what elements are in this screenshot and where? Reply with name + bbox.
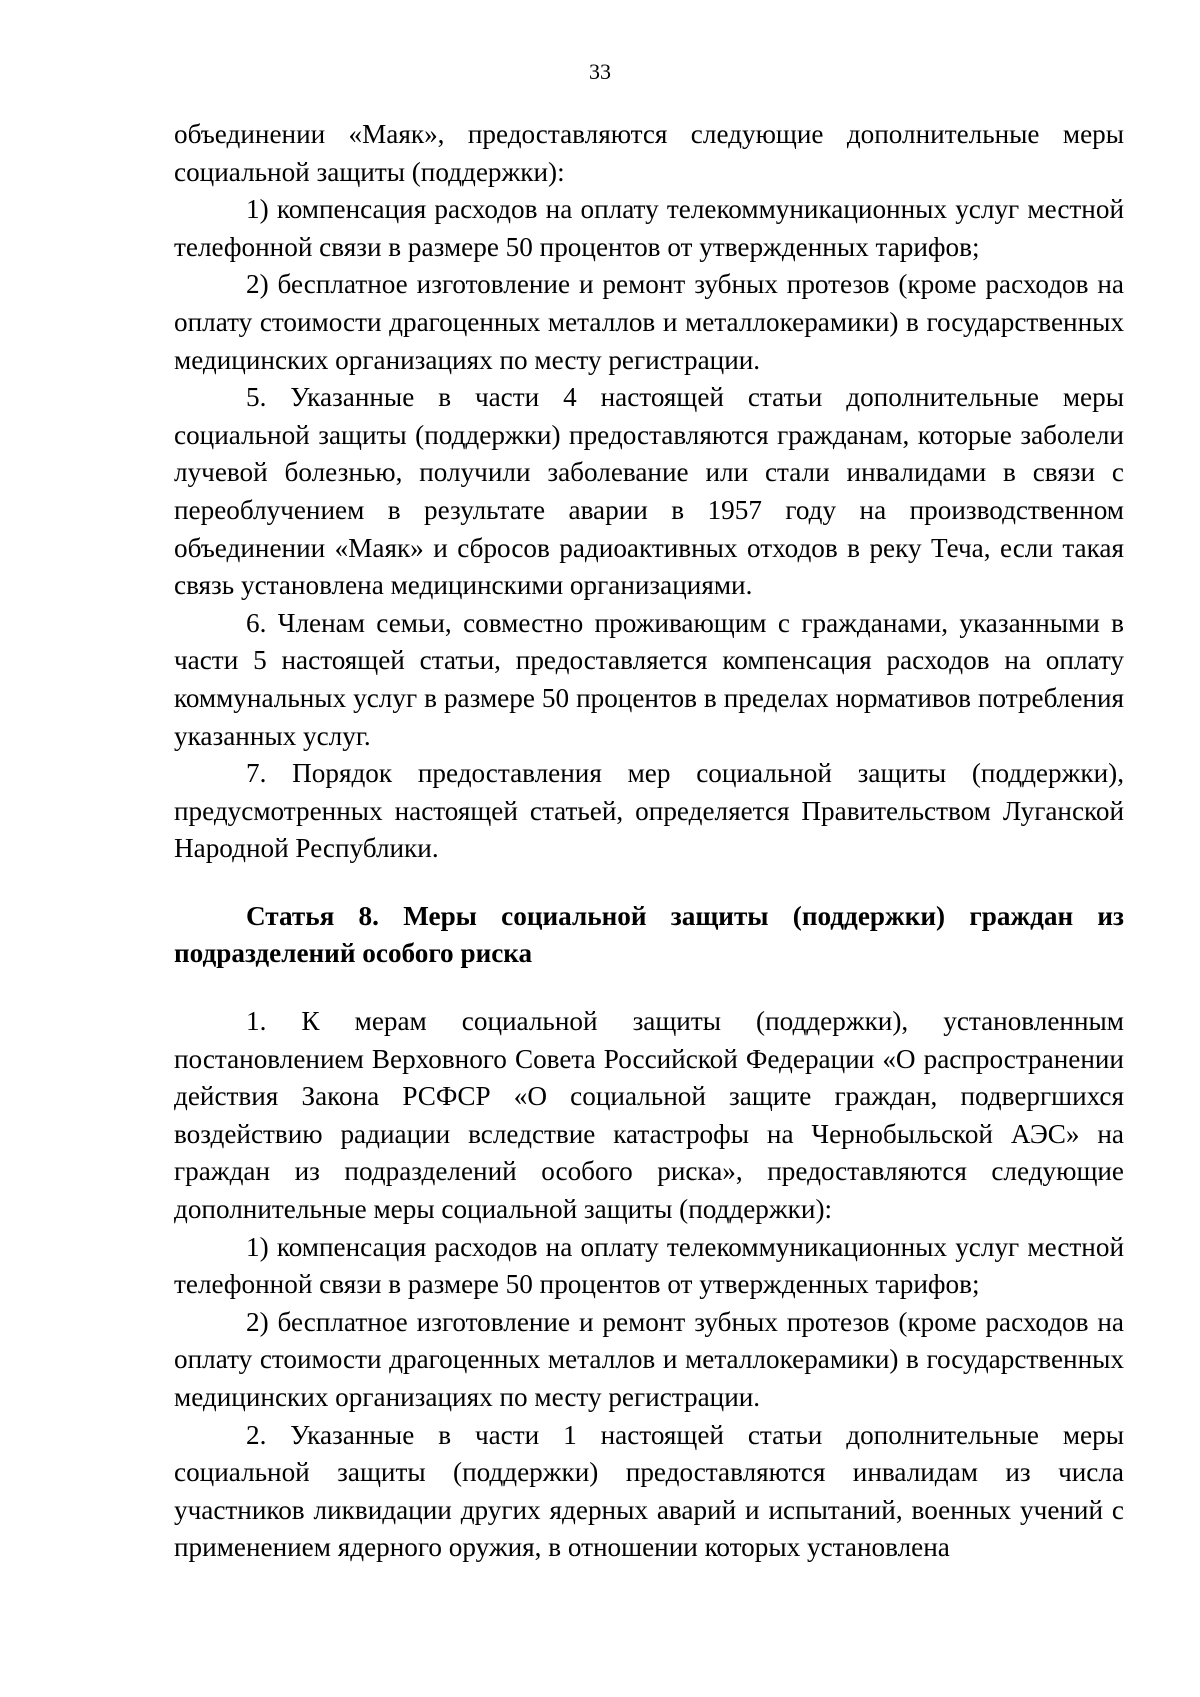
paragraph-part-6: 6. Членам семьи, совместно проживающим с гражданами, указанными в части 5 настоящей статьи, предоставляется компенсация расходов на оплату коммунальных услуг в размере 50 процентов в пределах нормативов потребления указанных услуг. (174, 607, 1124, 751)
article-8-part-1: 1. К мерам социальной защиты (поддержки), установленным постановлением Верховного Совета Российской Федерации «О распространении действия Закона РСФСР «О социальной защите граждан, подвергшихся воздействию радиации вследствие катастрофы на Чернобыльской АЭС» на граждан из подразделений особого риска», предоставляются следующие дополнительные меры социальной защиты (поддержки): (174, 1006, 1124, 1225)
page-number: 33 (589, 59, 611, 84)
paragraph-item-1: 1) компенсация расходов на оплату телекоммуникационных услуг местной телефонной связи в размере 50 процентов от утвержденных тарифов; (174, 194, 1124, 262)
paragraph-part-7: 7. Порядок предоставления мер социальной защиты (поддержки), предусмотренных настоящей статьей, определяется Правительством Луганской Народной Республики. (174, 758, 1124, 864)
article-8-part-2: 2. Указанные в части 1 настоящей статьи дополнительные меры социальной защиты (поддержки) предоставляются инвалидам из числа участников ликвидации других ядерных аварий и испытаний, военных учений с применением ядерного оружия, в отношении которых установлена (174, 1419, 1124, 1563)
article-8-item-2: 2) бесплатное изготовление и ремонт зубных протезов (кроме расходов на оплату стоимости драгоценных металлов и металлокерамики) в государственных медицинских организациях по месту регистрации. (174, 1306, 1124, 1412)
paragraph-part-5: 5. Указанные в части 4 настоящей статьи дополнительные меры социальной защиты (поддержки) предоставляются гражданам, которые заболели лучевой болезнью, получили заболевание или стали инвалидами в связи с переоблучением в результате аварии в 1957 году на производственном объединении «Маяк» и сбросов радиоактивных отходов в реку Теча, если такая связь установлена медицинскими организациями. (174, 382, 1124, 601)
article-8-heading: Статья 8. Меры социальной защиты (поддержки) граждан из подразделений особого риска (174, 900, 1124, 969)
paragraph-item-2: 2) бесплатное изготовление и ремонт зубных протезов (кроме расходов на оплату стоимости драгоценных металлов и металлокерамики) в государственных медицинских организациях по месту регистрации. (174, 269, 1124, 375)
paragraph-continuation: объединении «Маяк», предоставляются следующие дополнительные меры социальной защиты (поддержки): (174, 119, 1124, 187)
document-body (174, 116, 1124, 1567)
article-8-item-1: 1) компенсация расходов на оплату телекоммуникационных услуг местной телефонной связи в размере 50 процентов от утвержденных тарифов; (174, 1231, 1124, 1300)
